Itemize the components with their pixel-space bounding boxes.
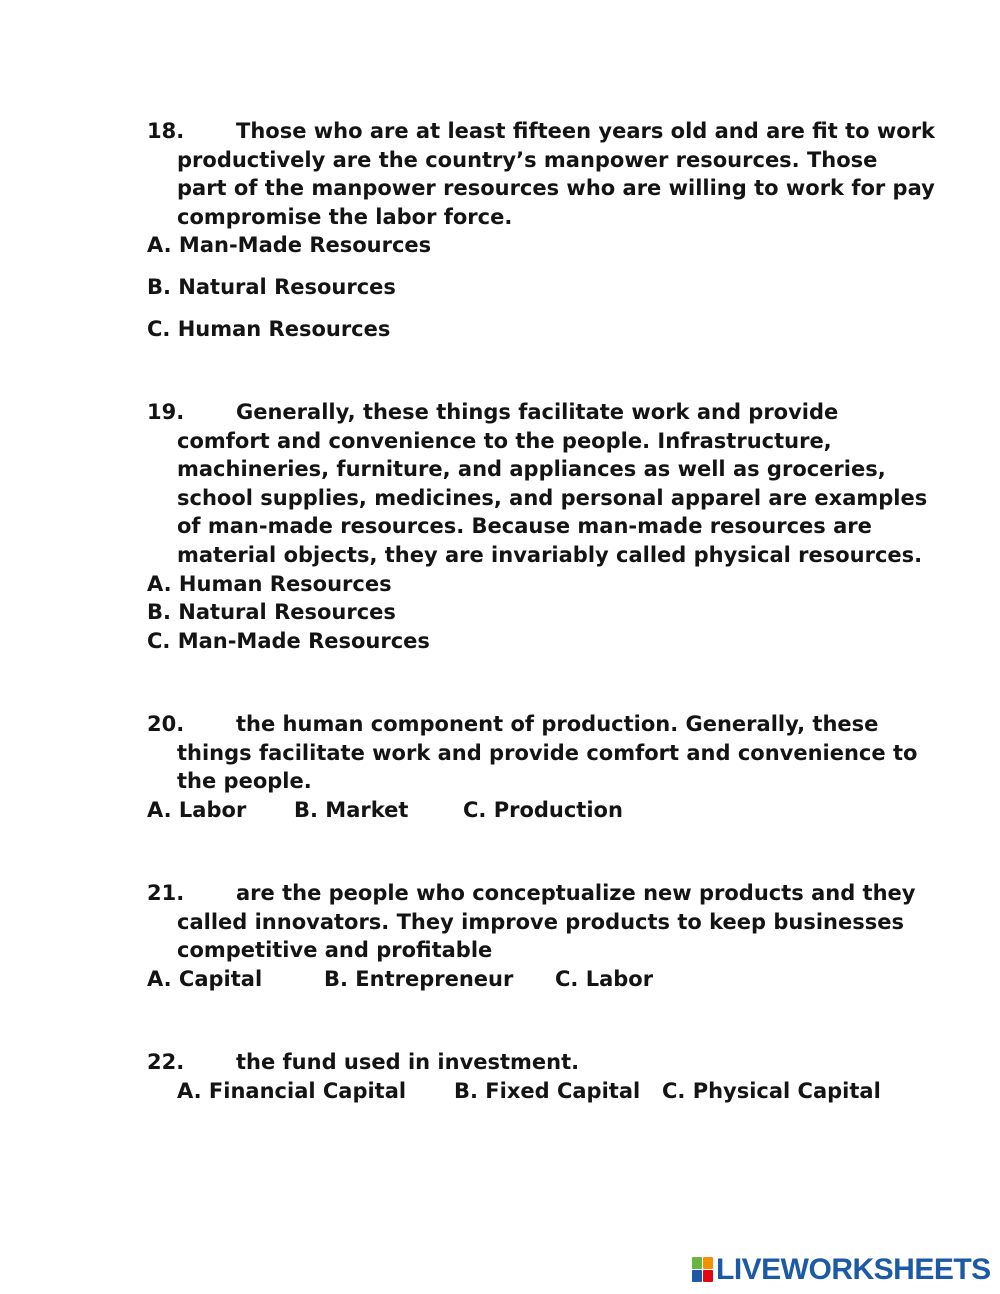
- logo-text: LIVEWORKSHEETS: [716, 1253, 991, 1286]
- question-text-line: are the people who conceptualize new products and they: [236, 881, 916, 905]
- logo-tile-blue: [692, 1270, 702, 1282]
- answer-option[interactable]: B. Fixed Capital: [454, 1079, 641, 1103]
- answer-option[interactable]: C. Physical Capital: [662, 1079, 881, 1103]
- question-text-line: Generally, these things facilitate work and provide: [236, 400, 839, 424]
- question-text-line: school supplies, medicines, and personal apparel are examples: [177, 485, 928, 510]
- logo-tile-green: [692, 1257, 702, 1269]
- question-text-line: the human component of production. Generally, these: [236, 712, 879, 736]
- question-number: 21.: [147, 881, 185, 905]
- answer-option[interactable]: B. Market: [294, 798, 409, 822]
- question-number: 19.: [147, 400, 185, 424]
- question-text-line: productively are the country’s manpower resources. Those: [177, 147, 878, 172]
- answer-option[interactable]: C. Labor: [555, 967, 654, 991]
- question-text-line: of man-made resources. Because man-made resources are: [177, 514, 872, 539]
- question-text-line: the people.: [177, 769, 312, 794]
- logo-tile-orange: [703, 1257, 713, 1269]
- question-text-line: Those who are at least fifteen years old and are fit to work: [236, 119, 936, 143]
- question-text-line: material objects, they are invariably called physical resources.: [177, 543, 923, 567]
- answer-option[interactable]: A. Labor: [147, 798, 247, 822]
- question-text-line: things facilitate work and provide comfort and convenience to: [177, 740, 918, 765]
- logo-icon: [692, 1257, 713, 1283]
- answer-option[interactable]: B. Entrepreneur: [324, 967, 514, 991]
- question-text-line: competitive and profitable: [177, 938, 493, 963]
- question-number: 22.: [147, 1050, 185, 1074]
- answer-option[interactable]: B. Natural Resources: [147, 275, 396, 299]
- answer-option[interactable]: A. Financial Capital: [177, 1079, 407, 1103]
- answer-option[interactable]: B. Natural Resources: [147, 600, 396, 624]
- question-text-line: machineries, furniture, and appliances as well as groceries,: [177, 457, 886, 482]
- question-text-line: part of the manpower resources who are willing to work for pay: [177, 176, 935, 201]
- question-text-line: comfort and convenience to the people. Infrastructure,: [177, 428, 832, 453]
- answer-option[interactable]: A. Man-Made Resources: [147, 233, 432, 257]
- answer-option[interactable]: A. Human Resources: [147, 572, 392, 596]
- question-number: 20.: [147, 712, 185, 736]
- question-text-line: called innovators. They improve products to keep businesses: [177, 909, 904, 934]
- answer-option[interactable]: C. Man-Made Resources: [147, 629, 430, 653]
- logo-tile-red: [703, 1270, 713, 1282]
- liveworksheets-logo[interactable]: [692, 1255, 991, 1285]
- answer-option[interactable]: C. Human Resources: [147, 317, 391, 341]
- answer-option[interactable]: A. Capital: [147, 967, 263, 991]
- question-number: 18.: [147, 119, 185, 143]
- question-text-line: the fund used in investment.: [236, 1050, 580, 1074]
- question-text-line: compromise the labor force.: [177, 204, 513, 229]
- answer-option[interactable]: C. Production: [463, 798, 623, 822]
